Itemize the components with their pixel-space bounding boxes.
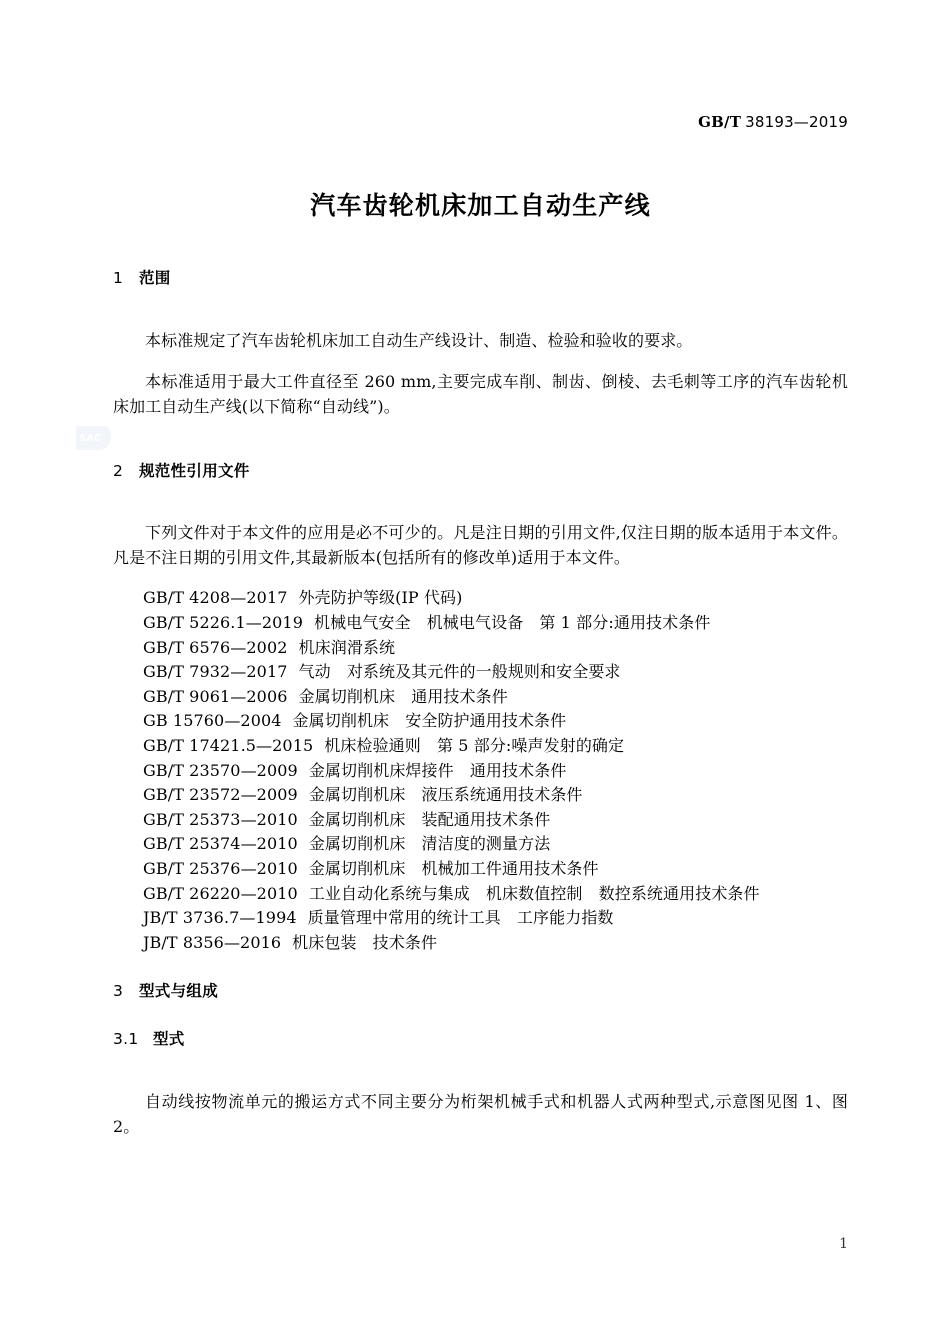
reference-code: GB/T 5226.1—2019 <box>143 612 303 632</box>
reference-item <box>113 882 848 907</box>
reference-code: GB/T 7932—2017 <box>143 662 288 682</box>
sac-watermark-logo <box>74 424 112 452</box>
section-heading-1 <box>113 268 848 290</box>
reference-code: GB/T 26220—2010 <box>143 883 298 903</box>
reference-title: 机床检验通则 第 5 部分:噪声发射的确定 <box>324 735 625 755</box>
reference-title: 金属切削机床 装配通用技术条件 <box>308 809 551 829</box>
section-number-2: 2 <box>113 461 124 480</box>
spacer <box>113 1003 848 1029</box>
reference-title: 金属切削机床 通用技术条件 <box>298 686 508 706</box>
section-number-1: 1 <box>113 269 124 287</box>
spacer <box>113 1051 848 1073</box>
section-number-3-1: 3.1 <box>113 1029 139 1048</box>
reference-item <box>113 611 848 636</box>
reference-item <box>113 685 848 710</box>
section-heading-3 <box>113 981 848 1003</box>
reference-title: 金属切削机床 安全防护通用技术条件 <box>292 711 567 731</box>
paragraph-1-2: 本标准适用于最大工件直径至 260 mm,主要完成车削、制齿、倒棱、去毛刺等工序的汽车齿轮机床加工自动生产线(以下简称“自动线”)。 <box>113 371 848 416</box>
reference-code: GB/T 25376—2010 <box>143 858 298 878</box>
reference-title: 机床包装 技术条件 <box>292 932 438 952</box>
reference-code: JB/T 3736.7—1994 <box>143 908 297 928</box>
spacer <box>113 482 848 504</box>
reference-title: 金属切削机床 机械加工件通用技术条件 <box>308 858 599 878</box>
reference-code: GB/T 17421.5—2015 <box>143 735 314 755</box>
reference-title: 机床润滑系统 <box>298 637 396 657</box>
reference-title: 外壳防护等级(IP 代码) <box>298 588 463 608</box>
svg-text:SAC: SAC <box>79 433 101 444</box>
page-number: 1 <box>839 1236 848 1252</box>
reference-title: 金属切削机床 清洁度的测量方法 <box>308 834 551 854</box>
spacer <box>113 290 848 312</box>
reference-code: GB/T 6576—2002 <box>143 637 288 657</box>
reference-code: GB/T 25373—2010 <box>143 809 298 829</box>
section-title-3-1: 型式 <box>153 1029 185 1048</box>
paragraph-1-1: 本标准规定了汽车齿轮机床加工自动生产线设计、制造、检验和验收的要求。 <box>145 330 693 350</box>
reference-title: 质量管理中常用的统计工具 工序能力指数 <box>307 908 614 928</box>
reference-item <box>113 759 848 784</box>
reference-item <box>113 857 848 882</box>
reference-item <box>113 586 848 611</box>
reference-title: 气动 对系统及其元件的一般规则和安全要求 <box>298 662 621 682</box>
reference-item <box>113 734 848 759</box>
reference-code: GB/T 9061—2006 <box>143 686 288 706</box>
spacer <box>113 435 848 461</box>
reference-item <box>113 709 848 734</box>
section-number-3: 3 <box>113 982 124 1001</box>
paragraph-3-1-1: 自动线按物流单元的搬运方式不同主要分为桁架机械手式和机器人式两种型式,示意图见图 1、图 2。 <box>113 1091 848 1136</box>
reference-code: GB/T 23570—2009 <box>143 760 298 780</box>
reference-item <box>113 832 848 857</box>
reference-title: 金属切削机床 液压系统通用技术条件 <box>308 785 583 805</box>
reference-code: GB 15760—2004 <box>143 711 282 731</box>
reference-code: JB/T 8356—2016 <box>143 932 282 952</box>
section-title-3: 型式与组成 <box>139 982 219 1001</box>
running-header <box>113 113 848 131</box>
reference-title: 机械电气安全 机械电气设备 第 1 部分:通用技术条件 <box>314 612 711 632</box>
reference-title: 工业自动化系统与集成 机床数值控制 数控系统通用技术条件 <box>308 883 760 903</box>
reference-item <box>113 808 848 833</box>
reference-title: 金属切削机床焊接件 通用技术条件 <box>308 760 567 780</box>
section-title-1: 范围 <box>139 269 171 287</box>
standard-number: 38193—2019 <box>745 113 848 131</box>
section-title-2: 规范性引用文件 <box>139 461 250 480</box>
reference-code: GB/T 25374—2010 <box>143 834 298 854</box>
section-heading-2 <box>113 461 848 483</box>
normative-references-list <box>113 586 848 955</box>
section-heading-3-1 <box>113 1029 848 1051</box>
paragraph-2-1: 下列文件对于本文件的应用是必不可少的。凡是注日期的引用文件,仅注日期的版本适用于本文件。凡是不注日期的引用文件,其最新版本(包括所有的修改单)适用于本文件。 <box>113 523 848 568</box>
reference-item <box>113 783 848 808</box>
reference-item <box>113 660 848 685</box>
reference-item <box>113 906 848 931</box>
reference-code: GB/T 4208—2017 <box>143 588 288 608</box>
standard-code: GB/T <box>698 113 742 131</box>
page-title: 汽车齿轮机床加工自动生产线 <box>310 191 651 220</box>
reference-item <box>113 931 848 956</box>
document-body <box>113 268 848 1155</box>
spacer <box>113 955 848 981</box>
reference-item <box>113 636 848 661</box>
reference-code: GB/T 23572—2009 <box>143 785 298 805</box>
